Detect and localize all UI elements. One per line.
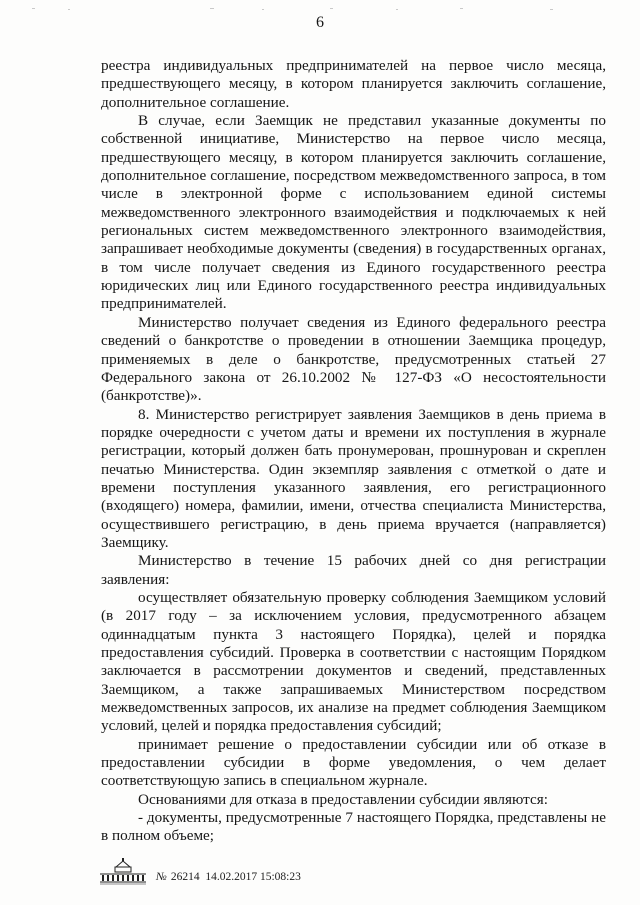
paragraph: - документы, предусмотренные 7 настоящего Порядка, представлены не в полном объеме; (101, 809, 606, 845)
document-body (101, 57, 606, 846)
paragraph: Министерство в течение 15 рабочих дней со дня регистрации заявления: (101, 552, 606, 588)
document-timestamp: 14.02.2017 15:08:23 (205, 871, 301, 883)
paragraph: принимает решение о предоставлении субсидии или об отказе в предоставлении субсидии в форме уведомления, о чем делает соответствующую запись в специальном журнале. (101, 735, 606, 790)
document-registration-stamp (156, 870, 301, 884)
document-stamp-footer (98, 858, 518, 888)
paragraph: осуществляет обязательную проверку соблюдения Заемщиком условий (в 2017 году – за исключением условия, предусмотренного абзацем одиннадцатым пункта 3 настоящего Порядка), целей и порядка предоставления субсидий. Проверка в соответствии с настоящим Порядком заключается в рассмотрении документов и сведений, представленных Заемщиком, а также запрашиваемых Министерством посредством межведомственных запросов, их анализе на предмет соблюдения Заемщиком условий, целей и порядка предоставления субсидий; (101, 588, 606, 735)
scan-noise-marks (30, 6, 610, 12)
number-sign: № (156, 871, 167, 883)
paragraph: В случае, если Заемщик не представил указанные документы по собственной инициативе, Министерство на первое число месяца, предшествующего месяцу, в котором планируется заключить соглашение, дополнительное соглашение, посредством межведомственного запроса, в том числе в электронной форме с использованием единой системы межведомственного электронного взаимодействия и подключаемых к ней региональных систем межведомственного электронного взаимодействия, запрашивает необходимые документы (сведения) в государственных органах, в том числе получает сведения из Единого государственного реестра юридических лиц или Единого государственного реестра индивидуальных предпринимателей. (101, 112, 606, 313)
paragraph: реестра индивидуальных предпринимателей на первое число месяца, предшествующего месяцу, в котором планируется заключить соглашение, дополнительное соглашение. (101, 57, 606, 111)
building-stamp-icon (98, 858, 148, 886)
paragraph: Основаниями для отказа в предоставлении субсидии являются: (138, 790, 548, 808)
paragraph: Министерство получает сведения из Единого федерального реестра сведений о банкротстве о проведении в отношении Заемщика процедур, применяемых в деле о банкротстве, предусмотренных статьей 27 Федерального закона от 26.10.2002 № 127-ФЗ «О несостоятельности (банкротстве)». (101, 313, 606, 405)
page-number: 6 (316, 14, 324, 31)
paragraph: 8. Министерство регистрирует заявления Заемщиков в день приема в порядке очередности с учетом даты и времени их поступления в журнале регистрации, который должен бать пронумерован, прошнурован и скреплен печатью Министерства. Один экземпляр заявления с отметкой о дате и времени поступления указанного заявления, его регистрационного (входящего) номера, фамилии, имени, отчества специалиста Министерства, осуществившего регистрацию, в день приема вручается (направляется) Заемщику. (101, 405, 606, 551)
document-number: 26214 (170, 871, 200, 883)
